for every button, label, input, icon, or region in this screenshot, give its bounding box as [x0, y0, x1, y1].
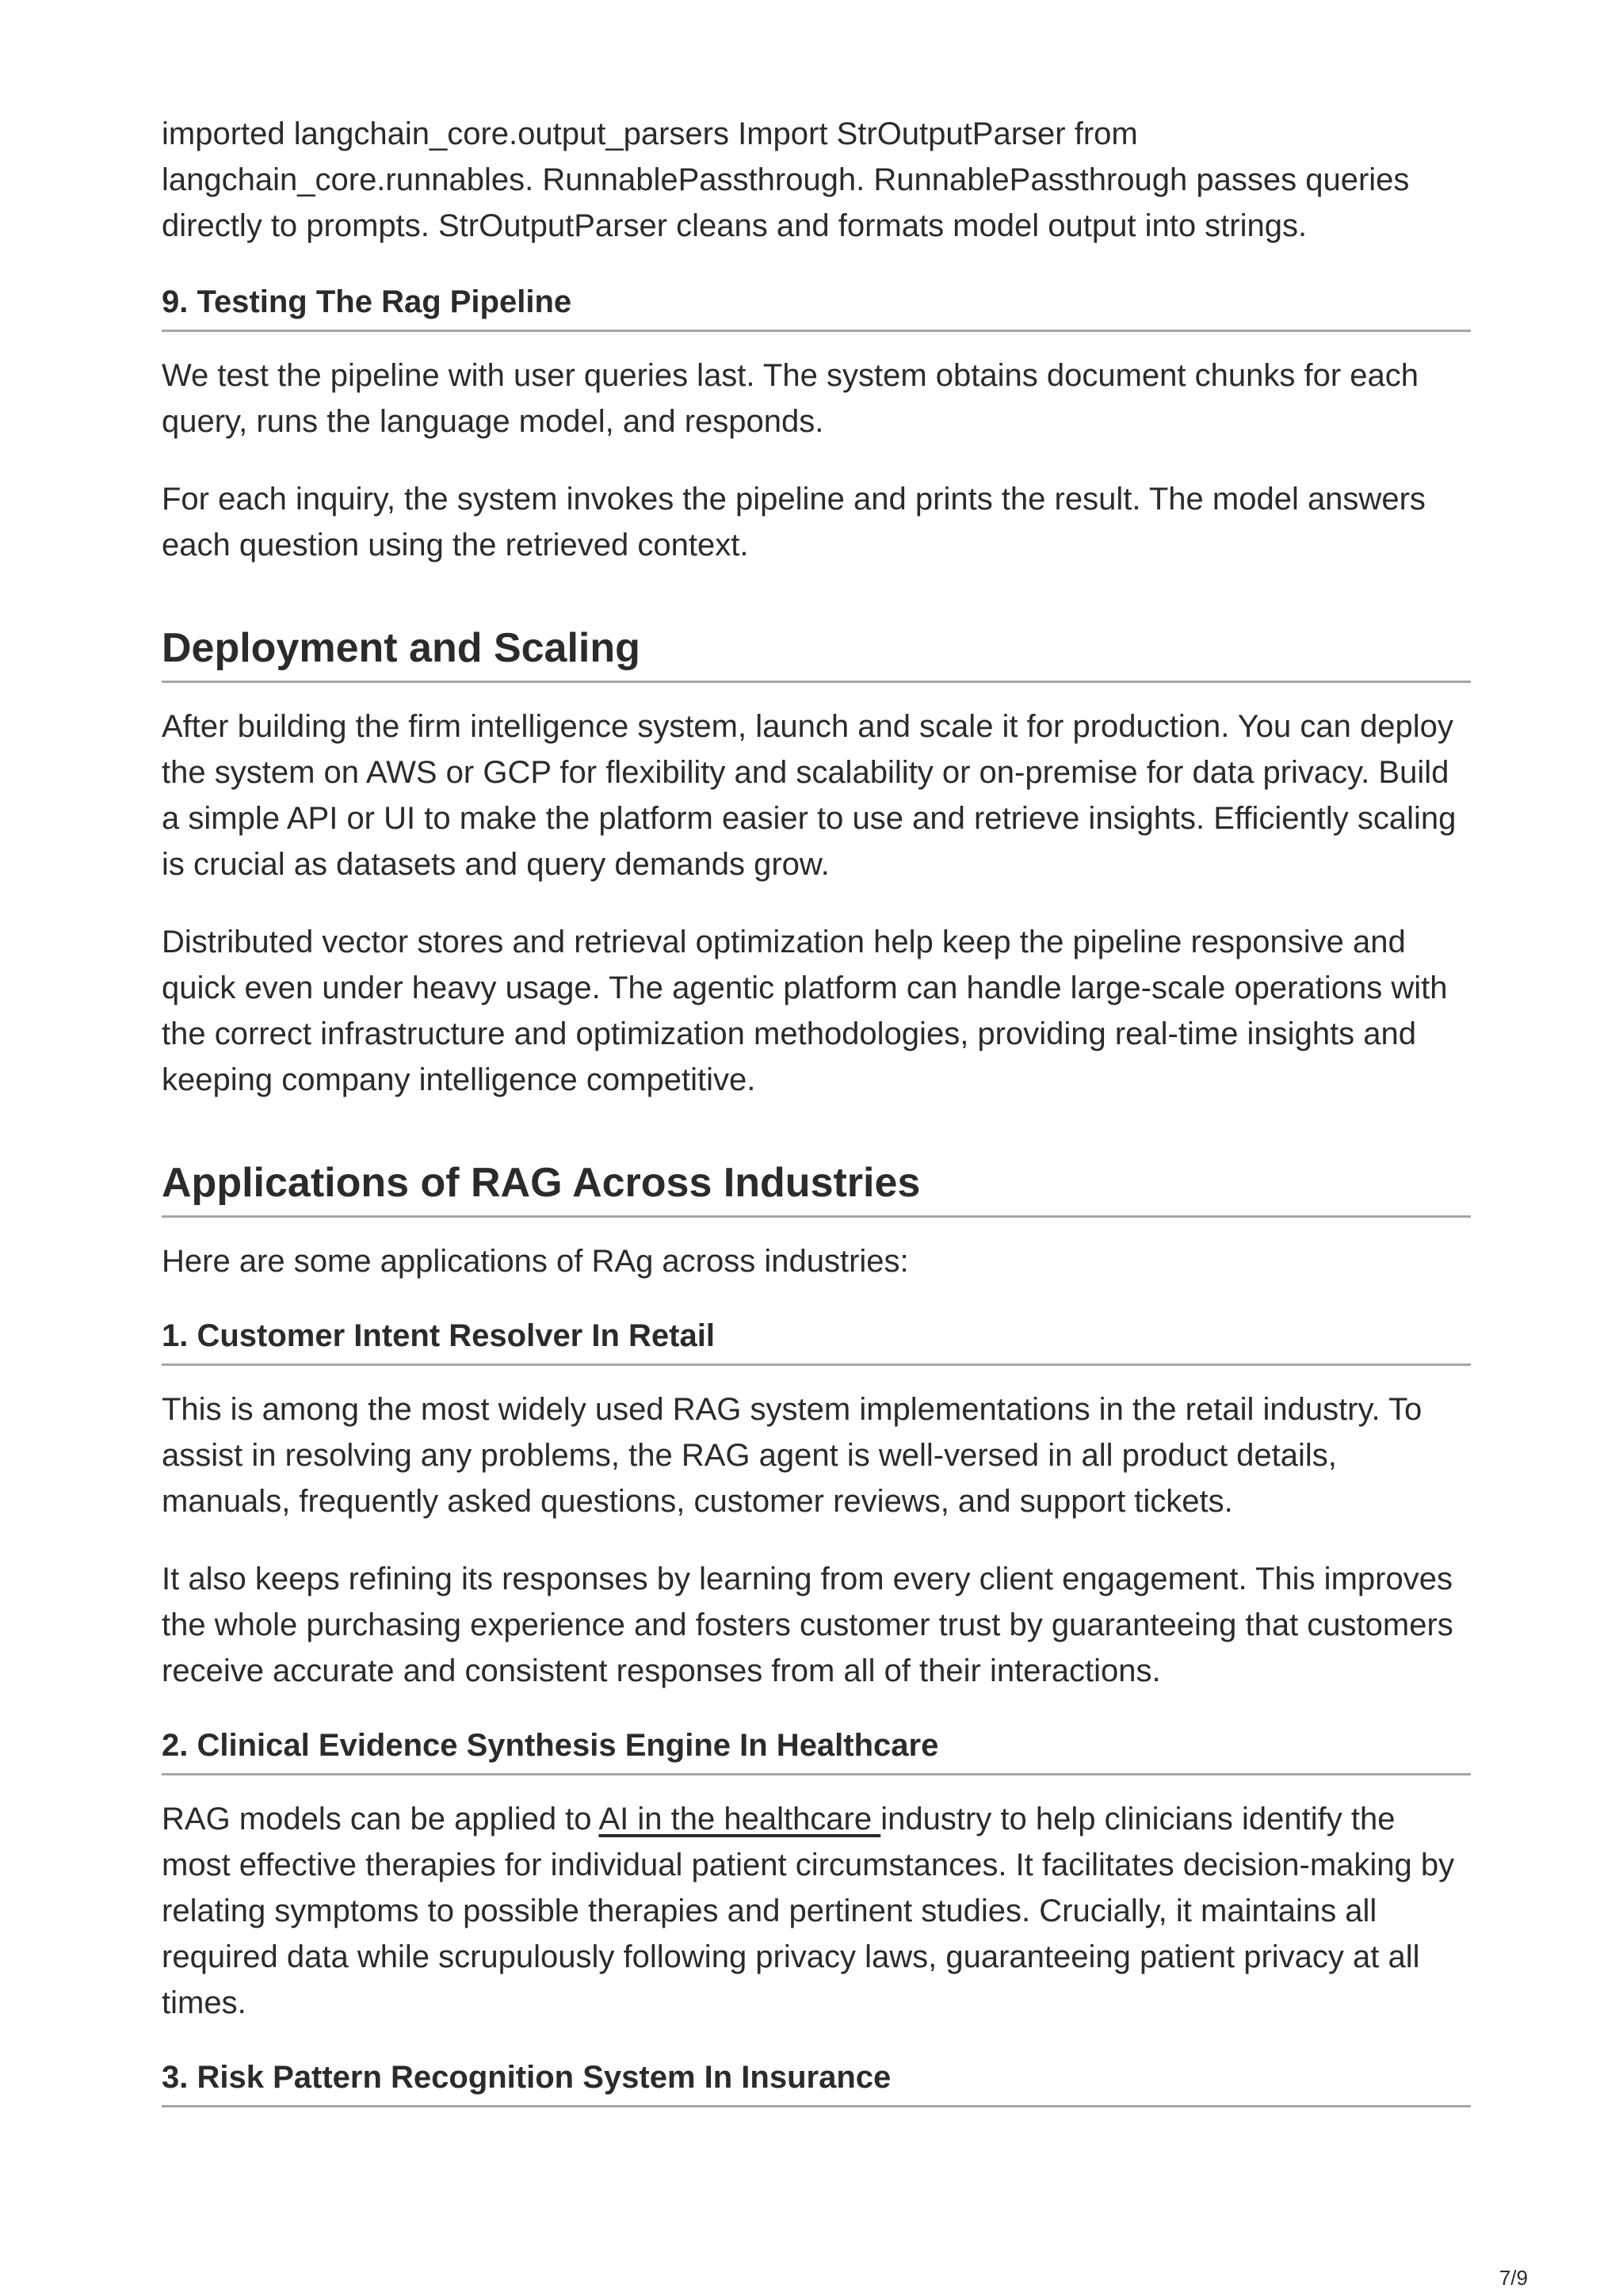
healthcare-paragraph: [162, 1796, 1471, 2026]
retail-heading: 1. Customer Intent Resolver In Retail: [162, 1316, 1471, 1366]
healthcare-text-before-link: RAG models can be applied to: [162, 1802, 599, 1836]
testing-paragraph-1: We test the pipeline with user queries last. The system obtains document chunks for each query, runs the language model, and responds.: [162, 358, 1419, 439]
applications-intro: Here are some applications of RAg across industries:: [162, 1244, 909, 1279]
healthcare-text-after-link: industry to help clinicians identify the most effective therapies for individual patient circumstances. It facilitates decision-making by relating symptoms to possible therapies and pertinent studies. Crucially, it maintains all required data while scrupulously following privacy laws, guaranteeing patient privacy at all times.: [162, 1802, 1455, 2020]
deployment-paragraph-1: After building the firm intelligence system, launch and scale it for production. You can deploy the system on AWS or GCP for flexibility and scalability or on-premise for data privacy. Build a simple API or UI to make the platform easier to use and retrieve insights. Efficiently scaling is crucial as datasets and query demands grow.: [162, 709, 1457, 882]
page-number: 7/9: [1499, 2266, 1528, 2290]
applications-heading: Applications of RAG Across Industries: [162, 1158, 1471, 1218]
insurance-heading: 3. Risk Pattern Recognition System In Insurance: [162, 2058, 1471, 2107]
healthcare-heading: 2. Clinical Evidence Synthesis Engine In Healthcare: [162, 1726, 1471, 1775]
ai-in-healthcare-link[interactable]: AI in the healthcare: [598, 1802, 881, 1836]
testing-heading: 9. Testing The Rag Pipeline: [162, 282, 1471, 332]
retail-paragraph-1: This is among the most widely used RAG system implementations in the retail industry. To assist in resolving any problems, the RAG agent is well-versed in all product details, manuals, frequently asked questions, customer reviews, and support tickets.: [162, 1392, 1423, 1519]
testing-paragraph-2: For each inquiry, the system invokes the pipeline and prints the result. The model answers each question using the retrieved context.: [162, 482, 1426, 563]
retail-paragraph-2: It also keeps refining its responses by learning from every client engagement. This improves the whole purchasing experience and fosters customer trust by guaranteeing that customers receive accurate and consistent responses from all of their interactions.: [162, 1562, 1453, 1688]
document-page: [162, 111, 1471, 2128]
deployment-heading: Deployment and Scaling: [162, 624, 1471, 683]
deployment-paragraph-2: Distributed vector stores and retrieval optimization help keep the pipeline responsive and quick even under heavy usage. The agentic platform can handle large-scale operations with the correct infrastructure and optimization methodologies, providing real-time insights and keeping company intelligence competitive.: [162, 925, 1448, 1097]
intro-paragraph: imported langchain_core.output_parsers Import StrOutputParser from langchain_core.runnables. RunnablePassthrough. RunnablePassthrough passes queries directly to prompts. StrOutputParser cleans and formats model output into strings.: [162, 116, 1410, 243]
